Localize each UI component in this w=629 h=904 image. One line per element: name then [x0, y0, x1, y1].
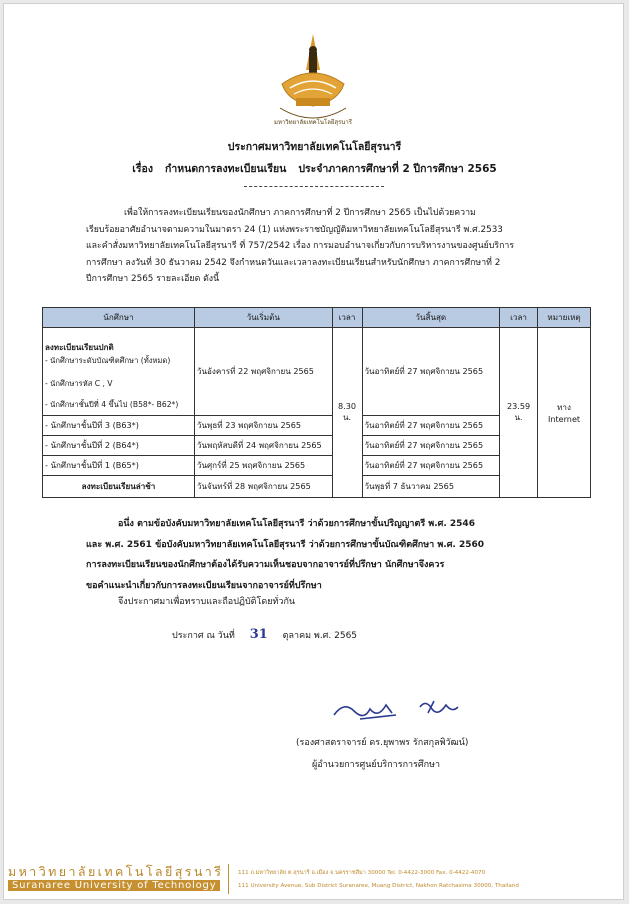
note-line: ขอคำแนะนำเกี่ยวกับการลงทะเบียนเรียนจากอาจารย์ที่ปรึกษา [86, 580, 322, 591]
student-group-cell [43, 328, 195, 416]
remark-cell [538, 328, 591, 498]
intro-line: ปีการศึกษา 2565 รายละเอียด ดังนี้ [86, 274, 220, 285]
logo-caption: มหาวิทยาลัยเทคโนโลยีสุรนารี [273, 119, 353, 126]
header-start-time: เวลา [332, 308, 362, 328]
table-row [43, 328, 591, 416]
end-date-cell: วันพุธที่ 7 ธันวาคม 2565 [362, 476, 500, 498]
start-date-cell: วันพุธที่ 23 พฤศจิกายน 2565 [194, 416, 332, 436]
end-time-cell: 23.59 น. [500, 328, 538, 498]
start-time-cell: 8.30 น. [332, 328, 362, 498]
intro-line: เพื่อให้การลงทะเบียนเรียนของนักศึกษา ภาคการศึกษาที่ 2 ปีการศึกษา 2565 เป็นไปด้วยความ [124, 208, 476, 218]
title-divider [244, 186, 384, 187]
note-paragraph [86, 514, 574, 596]
end-date-cell: วันอาทิตย์ที่ 27 พฤศจิกายน 2565 [362, 456, 500, 476]
header-student: นักศึกษา [43, 308, 195, 328]
footer-address-english: 111 University Avenue, Sub District Suranaree, Muang District, Nakhon Ratchasima 30000, Thailand [238, 883, 519, 889]
intro-paragraph [86, 205, 574, 288]
header-end-time: เวลา [500, 308, 538, 328]
note-line: อนึ่ง ตามข้อบังคับมหาวิทยาลัยเทคโนโลยีสุรนารี ว่าด้วยการศึกษาขั้นปริญญาตรี พ.ศ. 2546 [118, 519, 475, 529]
date-suffix: ตุลาคม พ.ศ. 2565 [282, 631, 358, 641]
end-date-cell: วันอาทิตย์ที่ 27 พฤศจิกายน 2565 [362, 416, 500, 436]
announcement-title: ประกาศมหาวิทยาลัยเทคโนโลยีสุรนารี [227, 141, 402, 153]
student-cell: - นักศึกษาชั้นปีที่ 1 (B65*) [43, 456, 195, 476]
start-date-cell: วันอังคารที่ 22 พฤศจิกายน 2565 [194, 328, 332, 416]
announcement-date [172, 627, 629, 645]
subject-label: เรื่อง [132, 163, 153, 175]
closing-text: จึงประกาศมาเพื่อทราบและถือปฏิบัติโดยทั่วกัน [118, 597, 296, 607]
intro-line: การศึกษา ลงวันที่ 30 ธันวาคม 2542 จึงกำหนดวันและเวลาลงทะเบียนเรียนสำหรับนักศึกษา ภาคการศึกษาที่ 2 [86, 257, 501, 268]
subject-term: ประจำภาคการศึกษาที่ 2 ปีการศึกษา 2565 [298, 163, 497, 175]
intro-line: และคำสั่งมหาวิทยาลัยเทคโนโลยีสุรนารี ที่ 757/2542 เรื่อง การมอบอำนาจเกี่ยวกับการบริหารงานของศูนย์บริการ [86, 241, 515, 252]
footer-university-name-english: Suranaree University of Technology [8, 880, 220, 891]
university-logo [268, 32, 358, 130]
footer-university-name-thai: มหาวิทยาลัยเทคโนโลยีสุรนารี [8, 864, 224, 879]
start-date-cell: วันศุกร์ที่ 25 พฤศจิกายน 2565 [194, 456, 332, 476]
table-header-row [43, 308, 591, 328]
subject-text: กำหนดการลงทะเบียนเรียน [164, 163, 287, 175]
note-line: การลงทะเบียนเรียนของนักศึกษาต้องได้รับความเห็นชอบจากอาจารย์ที่ปรึกษา นักศึกษาจึงควร [86, 560, 445, 570]
group-line: - นักศึกษาชั้นปีที่ 4 ขึ้นไป (B58*- B62*) [45, 399, 179, 409]
start-date-cell: วันจันทร์ที่ 28 พฤศจิกายน 2565 [194, 476, 332, 498]
remark-line: ทาง [557, 402, 571, 412]
end-date-cell: วันอาทิตย์ที่ 27 พฤศจิกายน 2565 [362, 436, 500, 456]
footer-divider [228, 864, 229, 894]
group-line: - นักศึกษาระดับบัณฑิตศึกษา (ทั้งหมด) [45, 355, 171, 365]
date-prefix: ประกาศ ณ วันที่ [172, 631, 235, 641]
header-end-date: วันสิ้นสุด [362, 308, 500, 328]
handwritten-signature [330, 693, 480, 729]
student-cell: - นักศึกษาชั้นปีที่ 2 (B64*) [43, 436, 195, 456]
end-date-cell: วันอาทิตย์ที่ 27 พฤศจิกายน 2565 [362, 328, 500, 416]
signer-name: (รองศาสตราจารย์ ดร.ยุพาพร รักสกุลพิวัฒน์) [296, 738, 469, 748]
header-remark: หมายเหตุ [538, 308, 591, 328]
note-line: และ พ.ศ. 2561 ข้อบังคับมหาวิทยาลัยเทคโนโลยีสุรนารี ว่าด้วยการศึกษาขั้นบัณฑิตศึกษา พ.ศ. 2560 [86, 539, 485, 550]
start-date-cell: วันพฤหัสบดีที่ 24 พฤศจิกายน 2565 [194, 436, 332, 456]
header-start-date: วันเริ่มต้น [194, 308, 332, 328]
announcement-subject [0, 160, 629, 177]
intro-line: เรียบร้อยอาศัยอำนาจตามความในมาตรา 24 (1) แห่งพระราชบัญญัติมหาวิทยาลัยเทคโนโลยีสุรนารี พ.ศ.2533 [86, 224, 503, 235]
footer-address-thai: 111 ถ.มหาวิทยาลัย ต.สุรนารี อ.เมือง จ.นครราชสีมา 30000 Tel. 0-4422-3000 Fax. 0-4422-4070 [238, 870, 486, 876]
group-title: ลงทะเบียนเรียนปกติ [45, 342, 114, 352]
date-day: 31 [249, 627, 268, 642]
signer-position: ผู้อำนวยการศูนย์บริการการศึกษา [312, 760, 441, 770]
student-cell: ลงทะเบียนเรียนล่าช้า [43, 476, 195, 498]
registration-schedule-table [42, 307, 591, 498]
remark-line: Internet [547, 414, 581, 424]
group-line: - นักศึกษารหัส C , V [45, 378, 113, 388]
student-cell: - นักศึกษาชั้นปีที่ 3 (B63*) [43, 416, 195, 436]
